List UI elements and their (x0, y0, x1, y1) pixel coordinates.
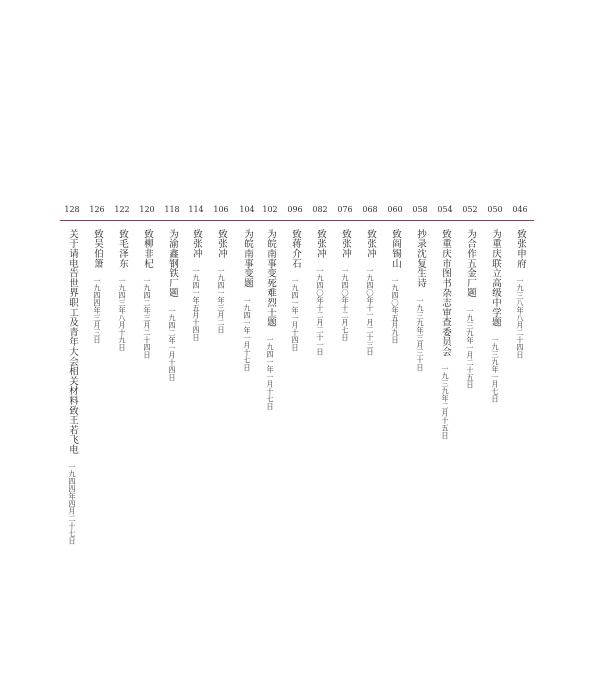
entry-date: 一九四一年一月十七日 (266, 336, 275, 410)
entry-date: 一九四一年一月十七日 (243, 296, 252, 371)
entry-date: 一九四四年三月三日 (93, 277, 102, 344)
toc-entry (284, 0, 306, 691)
entry-text (189, 229, 203, 341)
entry-title: 致张申府 (515, 229, 526, 269)
entry-date: 一九四二年三月二十四日 (143, 277, 152, 359)
toc-entry (86, 0, 108, 691)
page-number: 050 (487, 205, 503, 214)
entry-date: 一九四二年一月十四日 (168, 306, 177, 381)
entry-date: 一九三八年八月二十四日 (516, 277, 525, 359)
entry-date: 一九三九年一月二十五日 (466, 306, 475, 389)
entry-text (140, 229, 154, 359)
entry-title: 为皖南事变死难烈士题 (265, 229, 276, 327)
entry-text (338, 229, 352, 341)
entry-title: 为合作五金厂题 (465, 229, 476, 298)
entry-title: 致张冲 (191, 229, 202, 259)
toc-entry (185, 0, 207, 691)
entry-text (363, 229, 377, 356)
page-number: 120 (139, 205, 155, 214)
entry-title: 为皖南事变题 (242, 229, 253, 288)
toc-entry (484, 0, 506, 691)
toc-entry (259, 0, 281, 691)
entry-date: 一九四〇年五月九日 (391, 277, 400, 344)
page-number: 128 (64, 205, 80, 214)
entry-text (413, 229, 427, 371)
toc-entry (111, 0, 133, 691)
entry-text (90, 229, 104, 344)
page-number: 104 (239, 205, 255, 214)
toc-entry (210, 0, 232, 691)
entry-title: 致重庆市图书杂志审查委员会 (440, 229, 451, 357)
toc-entry (434, 0, 456, 691)
toc-entry (409, 0, 431, 691)
entry-date: 一九四〇年十二月七日 (341, 267, 350, 342)
page-number: 122 (114, 205, 130, 214)
entry-text (463, 229, 477, 388)
toc-entry (384, 0, 406, 691)
entry-title: 致张冲 (315, 229, 326, 259)
entry-date: 一九四一年一月十四日 (291, 277, 300, 352)
entry-text (115, 229, 129, 351)
entry-text (488, 229, 502, 403)
toc-entry (236, 0, 258, 691)
entry-date: 一九四一年五月十四日 (192, 267, 201, 342)
entry-title: 致张冲 (216, 229, 227, 259)
entry-date: 一九三九年一月七日 (491, 336, 500, 403)
entry-text (165, 229, 179, 381)
entry-text (240, 229, 254, 371)
toc-entry (161, 0, 183, 691)
entry-text (513, 229, 527, 359)
page-number: 096 (287, 205, 303, 214)
entry-title: 为渝鑫钢铁厂题 (167, 229, 178, 298)
entry-text (438, 229, 452, 439)
entry-title: 致毛泽东 (117, 229, 128, 269)
entry-title: 致张冲 (340, 229, 351, 259)
entry-title: 抄录沈复生诗 (415, 229, 426, 288)
entry-text (263, 229, 277, 410)
entry-date: 一九四〇年十一月二十三日 (366, 267, 375, 357)
page-number: 126 (89, 205, 105, 214)
entry-date: 一九四一年三月二日 (217, 267, 226, 335)
toc-entry (359, 0, 381, 691)
entry-title: 致阎锡山 (390, 229, 401, 269)
entry-date: 一九四〇年十二月二十一日 (316, 267, 325, 357)
toc-entry (309, 0, 331, 691)
page-number: 118 (164, 205, 180, 214)
entry-title: 致张冲 (365, 229, 376, 259)
page-number: 076 (337, 205, 353, 214)
toc-entry (509, 0, 531, 691)
entry-text (313, 229, 327, 356)
page-number: 114 (188, 205, 204, 214)
entry-text (288, 229, 302, 351)
page-number: 068 (362, 205, 378, 214)
entry-date: 一九三九年三月三十日 (416, 296, 425, 371)
page-number: 060 (387, 205, 403, 214)
toc-entry (61, 0, 83, 691)
page-number: 058 (412, 205, 428, 214)
entry-title: 致柳非杞 (142, 229, 153, 269)
page-number: 052 (462, 205, 478, 214)
entry-title: 为重庆联立高级中学题 (490, 229, 501, 327)
entry-text (214, 229, 228, 334)
entry-title: 致吴伯箫 (92, 229, 103, 269)
page-number: 082 (312, 205, 328, 214)
page-number: 102 (262, 205, 278, 214)
page-number: 054 (437, 205, 453, 214)
entry-date: 一九三九年二月十五日 (441, 365, 450, 440)
entry-date: 一九四三年八月十九日 (118, 277, 127, 352)
entry-title: 关于请电告世界职工及青年大会相关材料致王若飞电 (67, 229, 78, 455)
entry-text (388, 229, 402, 344)
toc-entry (136, 0, 158, 691)
toc-entry (334, 0, 356, 691)
entry-date: 一九四四年四月二十七日 (68, 463, 77, 545)
entry-title: 致蒋介石 (290, 229, 301, 269)
toc-entry (459, 0, 481, 691)
page-number: 106 (213, 205, 229, 214)
page-number: 046 (512, 205, 528, 214)
entry-text (65, 229, 79, 545)
